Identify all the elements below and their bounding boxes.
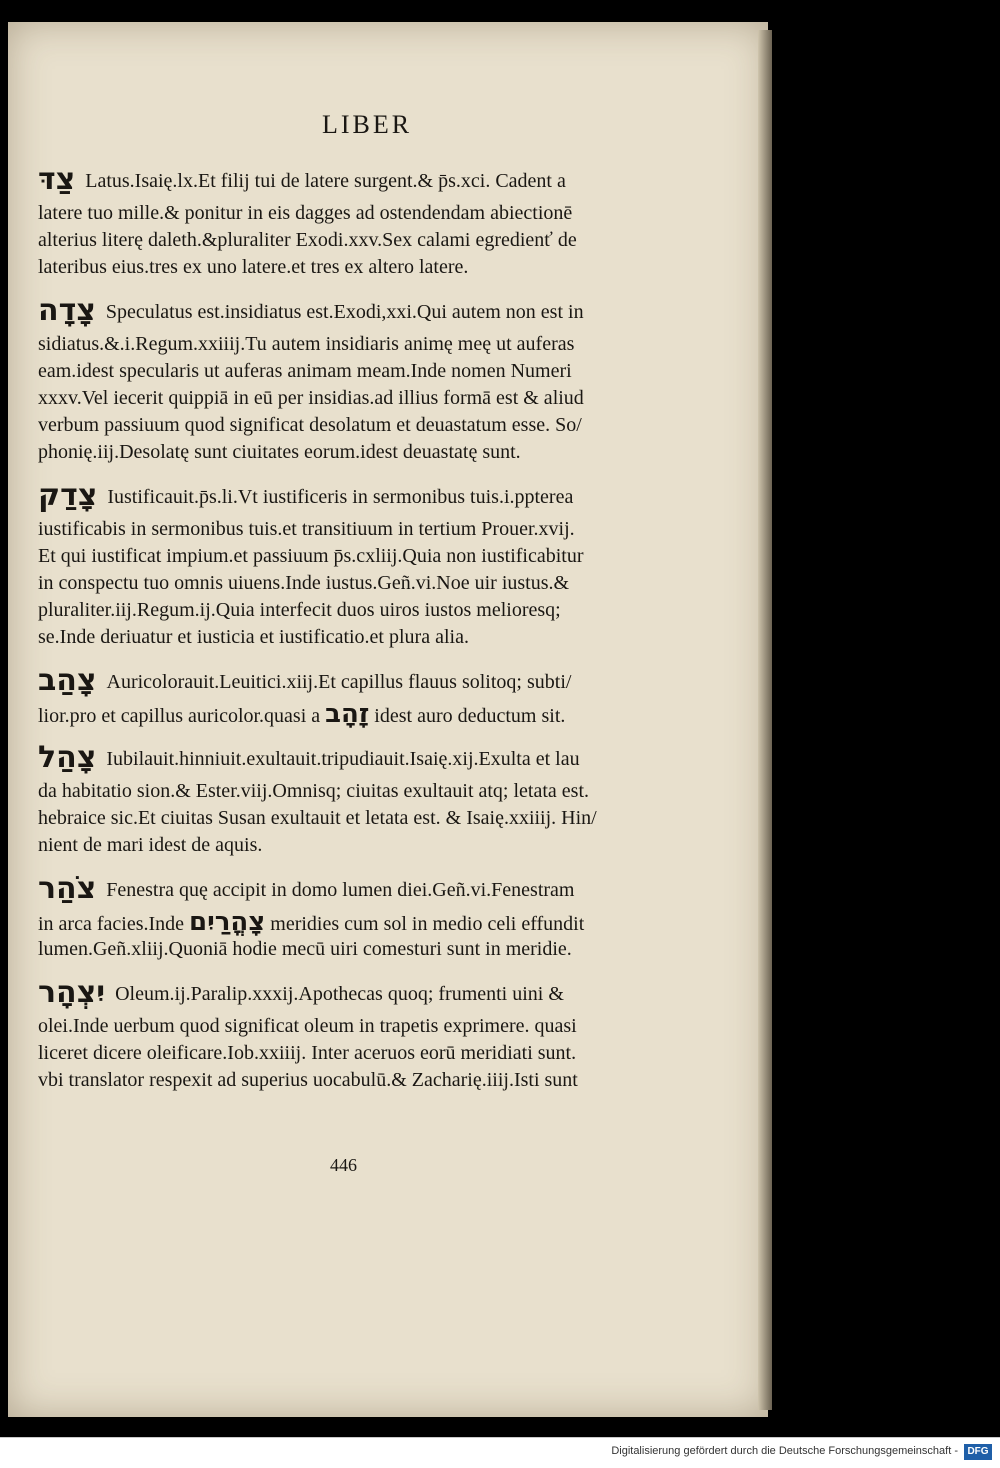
line-text: phonię.iij.Desolatę sunt ciuitates eorum.idest deuastatę sunt. <box>38 441 521 463</box>
line-text: da habitatio sion.& Ester.viij.Omnisq; ciuitas exultauit atq; letata est. <box>38 780 590 802</box>
footer-bar <box>0 1437 1000 1468</box>
dictionary-entry <box>38 973 678 1094</box>
text-line <box>38 543 678 570</box>
text-line <box>38 227 678 254</box>
dictionary-entry <box>38 738 678 859</box>
text-line <box>38 160 678 200</box>
line-text: hebraice sic.Et ciuitas Susan exultauit et letata est. & Isaię.xxiiij. Hin/ <box>38 807 597 829</box>
dictionary-entry <box>38 476 678 651</box>
hebrew-headword: צַדּ <box>38 162 76 197</box>
hebrew-headword: צָהַב <box>38 663 97 698</box>
line-text: Fenestra quę accipit in domo lumen diei.Geñ.vi.Fenestram <box>106 879 575 901</box>
text-line <box>38 778 678 805</box>
line-text: se.Inde deriuatur et iusticia et iustificatio.et plura alia. <box>38 626 469 648</box>
text-line <box>38 516 678 543</box>
hebrew-headword: צֹהַר <box>38 871 97 906</box>
line-text: Speculatus est.insidiatus est.Exodi,xxi.Qui autem non est in <box>105 301 584 323</box>
line-text: vbi translator respexit ad superius uocabulū.& Zacharię.iiij.Isti sunt <box>38 1069 578 1091</box>
hebrew-headword: יִצְהָר <box>38 975 106 1010</box>
text-block <box>38 160 678 1104</box>
text-line <box>38 936 678 963</box>
line-text: lior.pro et capillus auricolor.quasi a <box>38 705 326 727</box>
text-line <box>38 973 678 1013</box>
line-text: nient de mari idest de aquis. <box>38 834 263 856</box>
line-text: pluraliter.iij.Regum.ij.Quia interfecit duos uiros iustos melioresq; <box>38 599 561 621</box>
hebrew-headword: צָדָה <box>38 293 96 328</box>
line-text: alterius literę daleth.&pluraliter Exodi.xxv.Sex calami egredienť de <box>38 229 577 251</box>
text-line <box>38 570 678 597</box>
line-text: Oleum.ij.Paralip.xxxij.Apothecas quoq; frumenti uini & <box>115 983 564 1005</box>
text-line <box>38 1040 678 1067</box>
text-line <box>38 805 678 832</box>
text-line <box>38 597 678 624</box>
dictionary-entry <box>38 160 678 281</box>
footer-credit: Digitalisierung gefördert durch die Deutsche Forschungsgemeinschaft - <box>611 1445 958 1457</box>
text-line <box>38 358 678 385</box>
text-line <box>38 385 678 412</box>
dictionary-entry <box>38 661 678 728</box>
line-text: in arca facies.Inde <box>38 913 190 935</box>
text-line <box>38 869 678 909</box>
line-text: latere tuo mille.& ponitur in eis dagges ad ostendendam abiectionē <box>38 202 573 224</box>
text-line <box>38 909 678 936</box>
line-text: sidiatus.&.i.Regum.xxiiij.Tu autem insidiaris animę meę ut auferas <box>38 333 575 355</box>
line-text: iustificabis in sermonibus tuis.et transitiuum in tertium Prouer.xvij. <box>38 518 575 540</box>
text-line <box>38 624 678 651</box>
line-text: xxxv.Vel iecerit quippiā in eū per insidias.ad illius formā est & aliud <box>38 387 584 409</box>
text-line <box>38 1013 678 1040</box>
folio-number: 446 <box>330 1155 357 1175</box>
dictionary-entry <box>38 291 678 466</box>
line-text: meridies cum sol in medio celi effundit <box>265 913 585 935</box>
line-text: Iustificauit.p̄s.li.Vt iustificeris in sermonibus tuis.i.ppterea <box>107 486 574 508</box>
text-line <box>38 200 678 227</box>
line-text: lateribus eius.tres ex uno latere.et tres ex altero latere. <box>38 256 469 278</box>
hebrew-inline-word: זָהָב <box>325 701 370 728</box>
dictionary-entry <box>38 869 678 963</box>
line-text: idest auro deductum sit. <box>369 705 566 727</box>
text-line <box>38 331 678 358</box>
line-text: verbum passiuum quod significat desolatum et deuastatum esse. So/ <box>38 414 582 436</box>
hebrew-inline-word: צָהֳרַיִם <box>189 909 266 936</box>
line-text: lumen.Geñ.xliij.Quoniā hodie mecū uiri comesturi sunt in meridie. <box>38 938 572 960</box>
text-line <box>38 661 678 701</box>
line-text: olei.Inde uerbum quod significat oleum in trapetis exprimere. quasi <box>38 1015 577 1037</box>
line-text: Latus.Isaię.lx.Et filij tui de latere surgent.& p̄s.xci. Cadent a <box>85 170 566 192</box>
running-head: LIBER <box>322 110 413 139</box>
text-line <box>38 701 678 728</box>
text-line <box>38 476 678 516</box>
hebrew-headword: צָהַל <box>38 740 97 775</box>
line-text: Auricolorauit.Leuitici.xiij.Et capillus flauus solitoq; subti/ <box>106 671 572 693</box>
page-edge <box>758 30 772 1410</box>
text-line <box>38 1067 678 1094</box>
line-text: eam.idest specularis ut auferas animam meam.Inde nomen Numeri <box>38 360 572 382</box>
hebrew-headword: צָדַק <box>38 478 98 513</box>
line-text: Et qui iustificat impium.et passiuum p̄s.cxliij.Quia non iustificabitur <box>38 545 584 567</box>
text-line <box>38 412 678 439</box>
text-line <box>38 439 678 466</box>
line-text: liceret dicere oleificare.Iob.xxiiij. Inter aceruos eorū meridiati sunt. <box>38 1042 577 1064</box>
line-text: in conspectu tuo omnis uiuens.Inde iustus.Geñ.vi.Noe uir iustus.& <box>38 572 570 594</box>
text-line <box>38 738 678 778</box>
text-line <box>38 291 678 331</box>
line-text: Iubilauit.hinniuit.exultauit.tripudiauit.Isaię.xij.Exulta et lau <box>106 748 580 770</box>
text-line <box>38 254 678 281</box>
text-line <box>38 832 678 859</box>
dfg-logo-icon[interactable]: DFG <box>964 1444 992 1460</box>
